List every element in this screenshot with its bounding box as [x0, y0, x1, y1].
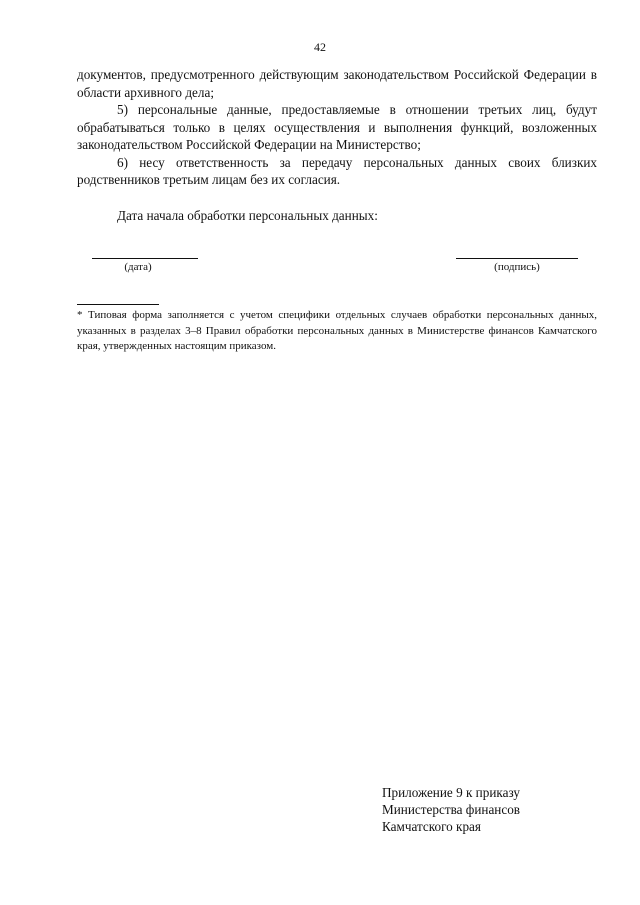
footnote-rule — [77, 304, 159, 305]
body-text — [77, 66, 597, 189]
date-label: (дата) — [124, 261, 152, 273]
paragraph-item-6: 6) несу ответственность за передачу персональных данных своих близких родственников третьим лицам без их согласия. — [77, 154, 597, 187]
page-number: 42 — [314, 40, 326, 54]
signature-label: (подпись) — [494, 261, 540, 273]
paragraph-continuation: документов, предусмотренного действующим законодательством Российской Федерации в области архивного дела; — [77, 67, 597, 100]
start-date-label: Дата начала обработки персональных данных: — [117, 208, 378, 223]
footnote: * Типовая форма заполняется с учетом специфики отдельных случаев обработки персональных данных, указанных в разделах 3–8 Правил обработки персональных данных в Министерстве финансов Камчатского края, утвержденных настоящим приказом. — [77, 309, 597, 352]
appendix-line: Приложение 9 к приказу — [382, 785, 520, 800]
date-signature-line — [92, 258, 198, 259]
signature-line — [456, 258, 578, 259]
appendix-line: Министерства финансов — [382, 802, 521, 817]
appendix-block — [382, 784, 612, 835]
appendix-line: Камчатского края — [382, 819, 481, 834]
paragraph-item-5: 5) персональные данные, предоставляемые в отношении третьих лиц, будут обрабатываться только в целях осуществления и выполнения функций, возложенных законодательством Российской Федерации на Министерство; — [77, 102, 597, 152]
